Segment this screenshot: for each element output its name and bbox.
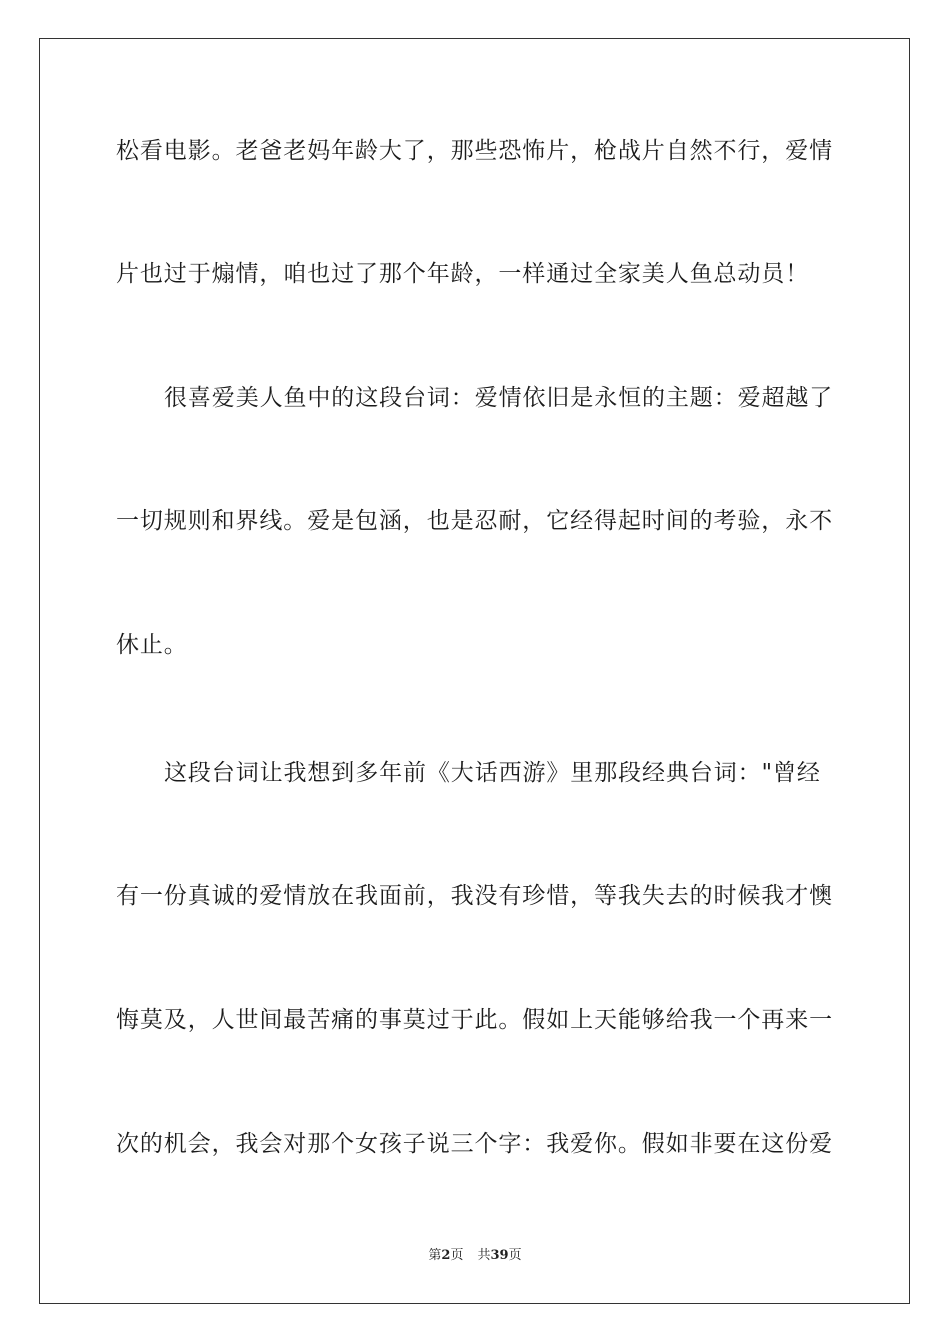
text-line: 片也过于煽情，咱也过了那个年龄，一样通过全家美人鱼总动员！ [116,261,810,287]
text-line: 悔莫及，人世间最苦痛的事莫过于此。假如上天能够给我一个再来一 [116,1007,833,1033]
page-suffix: 页 [450,1248,464,1263]
text-line: 松看电影。老爸老妈年龄大了，那些恐怖片，枪战片自然不行，爱情 [116,138,833,164]
text-line: 有一份真诚的爱情放在我面前，我没有珍惜，等我失去的时候我才懊 [116,883,833,909]
page-footer [0,1247,950,1265]
paragraph-start-line: 很喜爱美人鱼中的这段台词：爱情依旧是永恒的主题：爱超越了 [164,385,834,411]
page-number: 2 [441,1248,451,1263]
paragraph-start-line: 这段台词让我想到多年前《大话西游》里那段经典台词："曾经 [164,760,821,786]
page-prefix: 第 [428,1248,442,1263]
text-line: 一切规则和界线。爱是包涵，也是忍耐，它经得起时间的考验，永不 [116,508,833,534]
total-prefix: 共 [477,1248,491,1263]
total-pages-label [477,1248,521,1263]
total-pages: 39 [490,1248,509,1263]
total-suffix: 页 [508,1248,522,1263]
page-number-label [428,1248,463,1263]
text-line: 休止。 [116,632,188,658]
page-frame [39,38,910,1304]
text-line: 次的机会，我会对那个女孩子说三个字：我爱你。假如非要在这份爱 [116,1131,833,1157]
